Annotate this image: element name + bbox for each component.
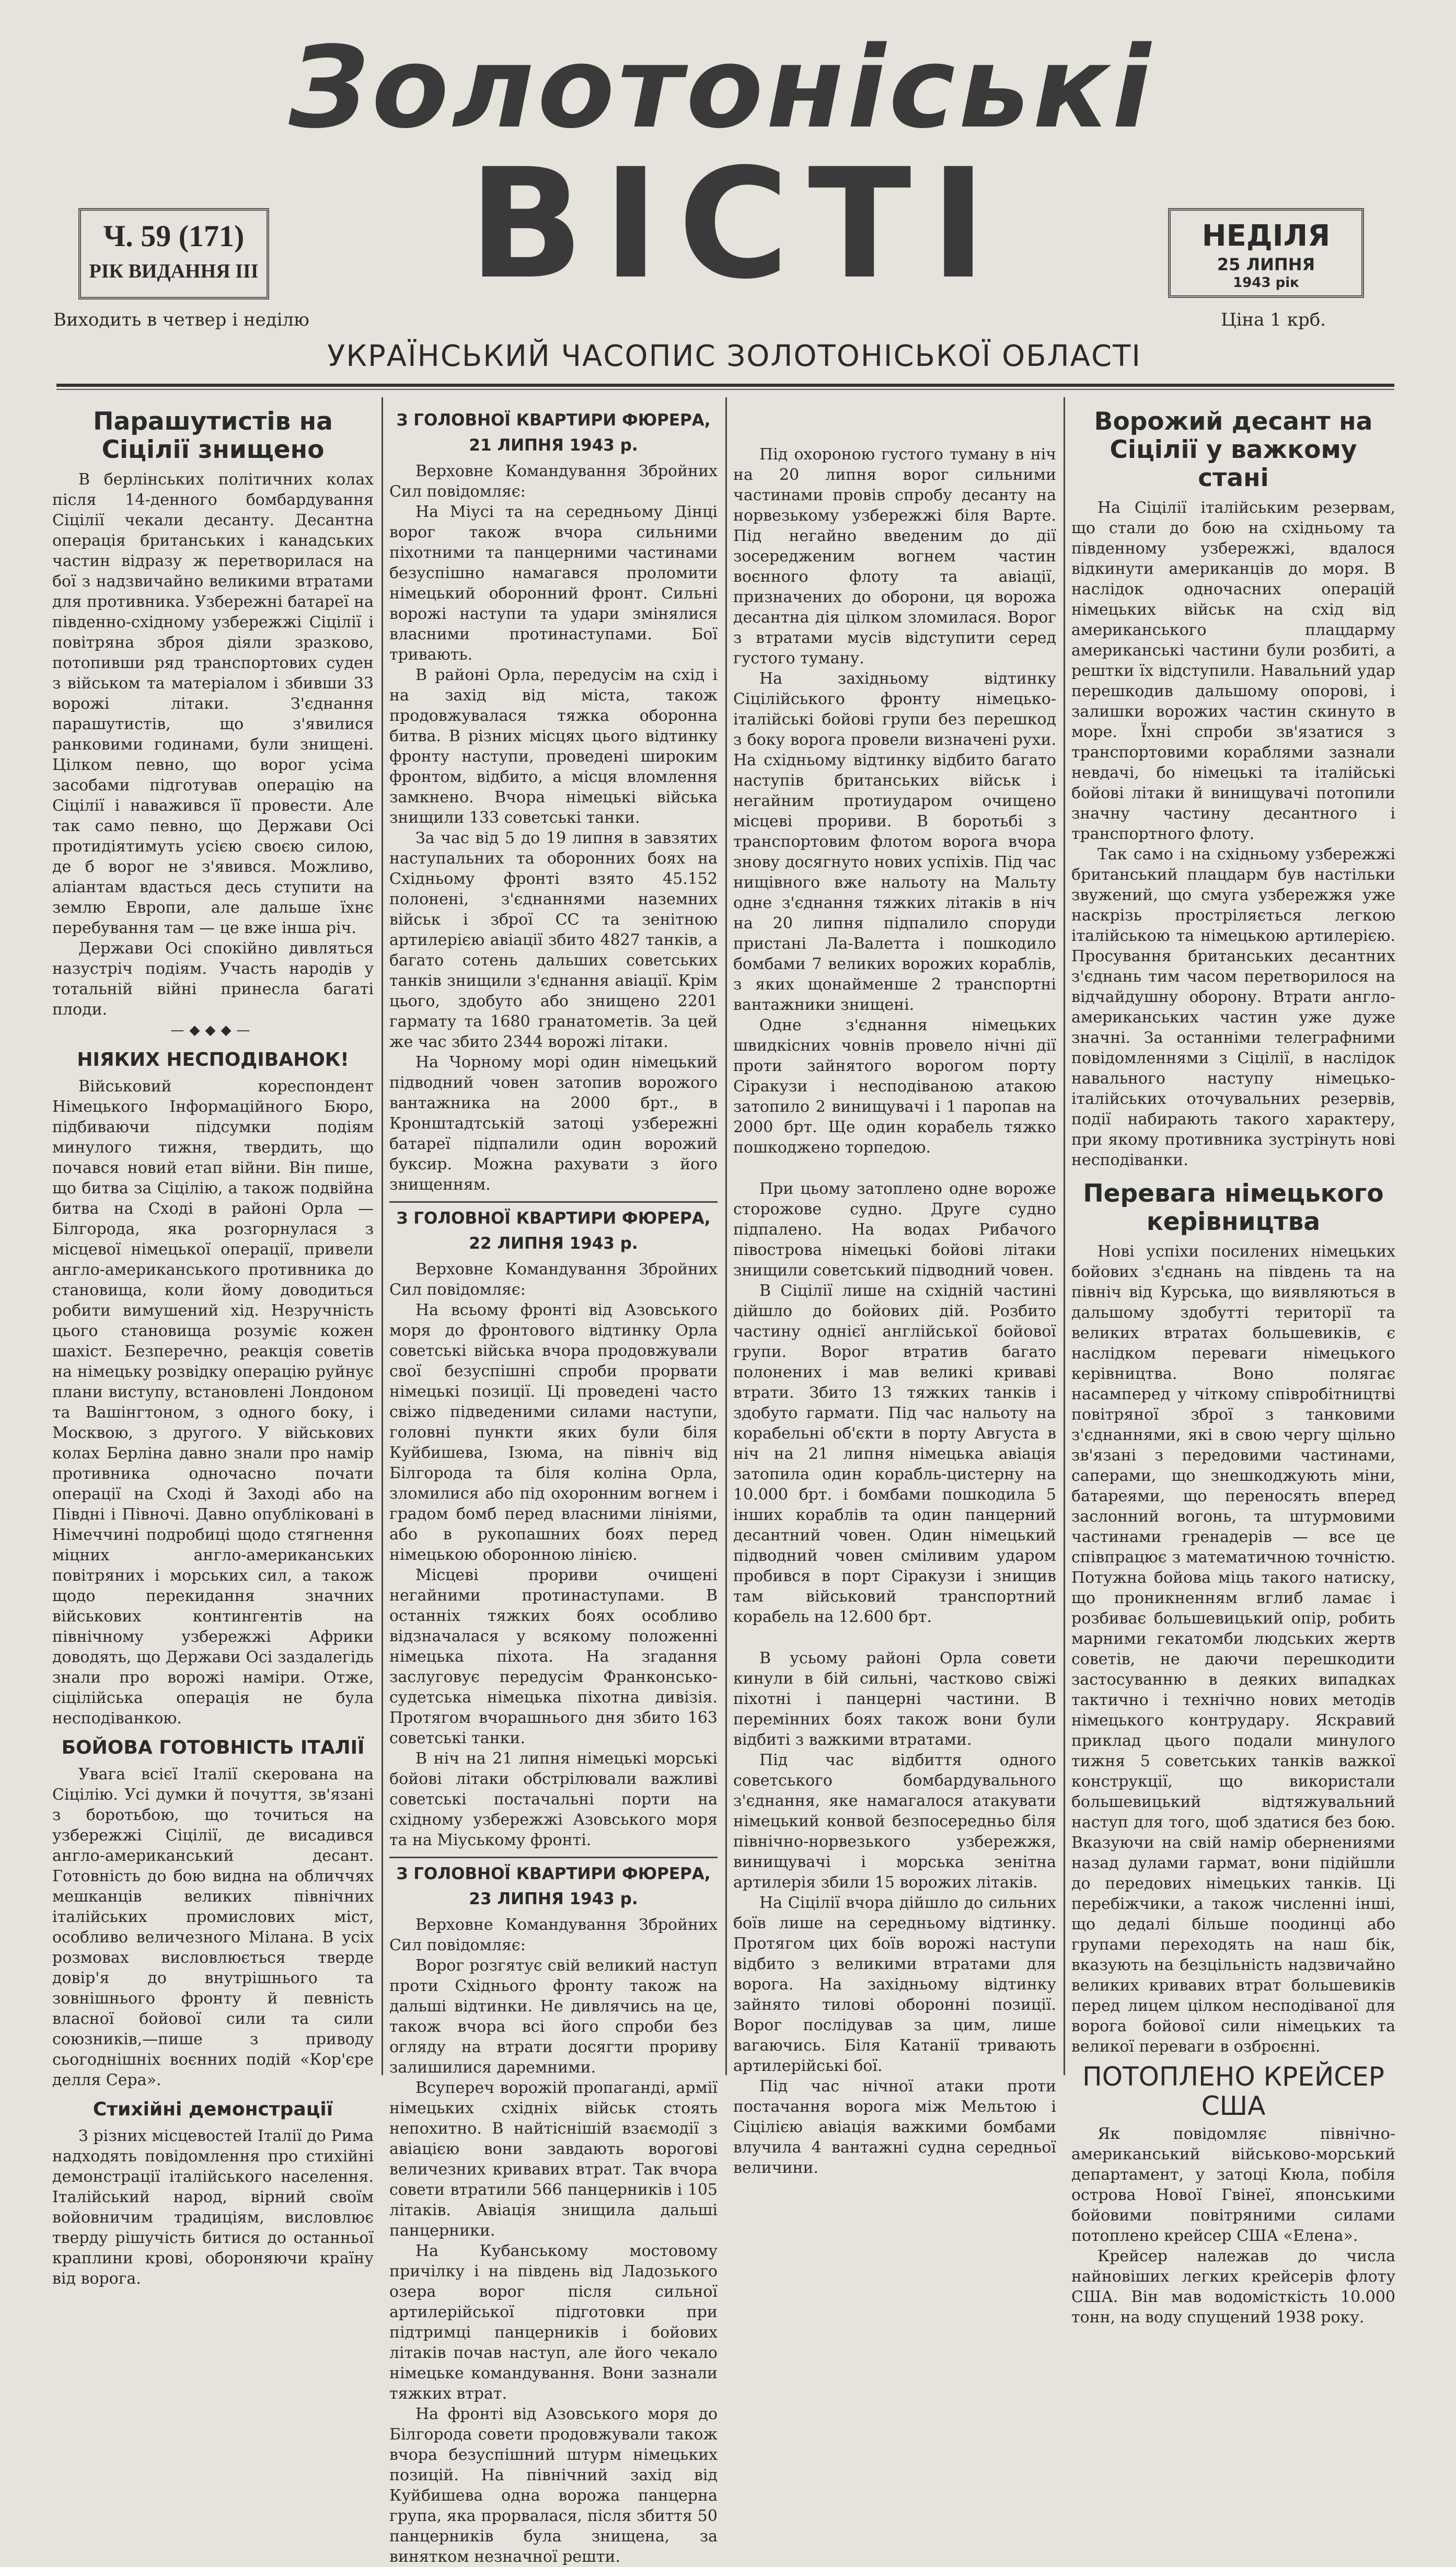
article-paragraph: На Міусі та на середньому Дінці ворог також вчора сильними піхотними та панцерними частинами безуспішно намагався проломити німецький оборонний фронт. Сильні ворожі наступи та удари змінялися власними протинаступами. Бої тривають. xyxy=(389,503,718,664)
article-paragraph: Так само і на східньому узбережжі британський плацдарм був настільки звужений, що смуга узбережжя уже наскрізь простріляється легкою італійською та німецькою артилерією. Просування британських десантних з'єднань тим часом перетворилося на відчайдушну оборону. Втрати англо-американських частин уже дуже значні. За останніми телеграфними повідомленнями з Сіцілії, в наслідок навального наступу німецько-італійських оточувальних резервів, події набирають такого характеру, при якому противника зустрінуть нові несподіванки. xyxy=(1071,845,1395,1169)
issue-date: 25 ЛИПНЯ xyxy=(1217,255,1315,274)
article-paragraph: Увага всієї Італії скерована на Сіцілію. Усі думки й почуття, зв'язані з боротьбою, що точиться на узбережжі Сіцілії, де висадився англо-американський десант. Готовність до бою видна на обличчях мешканців великих північних італійських промислових міст, особливо величезного Мілана. В усіх розмовах висловлюється тверде довір'я до внутрішнього та зовнішнього фронту й певність власної бойової сили та сили союзників,—пише з приводу сьогоднішніх воєнних подій «Кор'єре делля Сера». xyxy=(52,1765,374,2089)
article-paragraph: Крейсер належав до числа найновіших легких крейсерів флоту США. Він мав водомісткість 10.000 тонн, на воду спущений 1938 року. xyxy=(1071,2247,1395,2327)
article-paragraph: В ніч на 21 липня німецькі морські бойові літаки обстрілювали важливі советські постачальні порти на східному узбережжі Азовського моря та на Міуському фронті. xyxy=(389,1749,718,1849)
article-paragraph: В Сіцілії лише на східній частині дійшло до бойових дій. Розбито частину однієї англійської бойової групи. Ворог втратив багато полонених і мав великі криваві втрати. Збито 13 тяжких танків і здобуто гармати. Під час нальоту на корабельні об'єкти в порту Августа в ніч на 21 липня німецька авіація затопила один корабль-цистерну на 10.000 брт. і бомбами пошкодила 5 інших кораблів та один панцерний десантний човен. Один німецький підводний човен сміливим ударом пробився в порт Сіракузи і знищив там військовий транспортний корабель на 12.600 брт. xyxy=(733,1282,1056,1626)
headline-no-surprises: НІЯКИХ НЕСПОДІВАНОК! xyxy=(77,1049,349,1070)
article-paragraph: При цьому затоплено одне ворожe сторожове судно. Друге судно підпалено. На водах Рибачого півострова німецькі бойові літаки знищили советський підводний човен. xyxy=(733,1180,1056,1280)
masthead-title-line1: Золотоніські xyxy=(288,22,1154,153)
article-paragraph: Одне з'єднання німецьких швидкісних човнів провело нічні дії проти зайнятого ворогом порту Сіракузи і несподіваною атакою затопило 2 винищувачі і 1 паропав на 2000 брт. Ще один корабель тяжко пошкоджено торпедою. xyxy=(733,1016,1056,1157)
column-divider xyxy=(382,397,383,2075)
article-paragraph: В районі Орла, передусім на схід і на захід від міста, також продовжувалася тяжка оборонна битва. В різних місцях цього відтинку фронту наступи, проведені широким фронтом, відбито, а місця вломлення замкнено. Вчора німецькі війська знищили 133 советські танки. xyxy=(389,666,718,827)
headline-hq-july-23: З ГОЛОВНОЇ КВАРТИРИ ФЮРЕРА, 23 ЛИПНЯ 1943 р. xyxy=(389,1857,718,1912)
article-paragraph: Держави Осі спокійно дивляться назустріч подіям. Участь народів у тотальній війні принесла багаті плоди. xyxy=(52,939,374,1019)
article-paragraph: Верховне Командування Збройних Сил повідомляє: xyxy=(389,1260,718,1299)
column-2 xyxy=(389,398,718,2566)
article-paragraph: Під час нічної атаки проти постачання ворога між Мельтою і Сіцілією авіація важкими бомбами влучила 4 вантажні судна середньої величини. xyxy=(733,2077,1056,2177)
article-paragraph: На фронті від Азовського моря до Білгорода совети продовжували також вчора безуспішний штурм німецьких позицій. На північний захід від Куйбишева одна ворожа панцерна група, яка прорвалася, після збиття 50 панцерників була знищена, за винятком незначної решти. xyxy=(389,2405,718,2566)
article-paragraph: В усьому районі Орла совети кинули в бій сильні, частково свіжі піхотні і панцерні частини. В перемінних боях також вони були відбиті з важкими втратами. xyxy=(733,1649,1056,1749)
article-paragraph: Місцеві прориви очищені негайними протинаступами. В останніх тяжких боях особливо відзначалася у всякому положенні німецька піхота. На згадання заслуговує передусім Франконсько-судетська німецька піхотна дивізія. Протягом вчорашнього дня збито 163 советські танки. xyxy=(389,1566,718,1747)
column-3 xyxy=(733,444,1056,2177)
article-paragraph: За час від 5 до 19 липня в завзятих наступальних та оборонних боях на Східньому фронті взято 45.152 полонені, з'єднаннями наземних військ і зброї СС та зенітною артилерією авіації збито 4827 танків, а багато сотень дальших советських танків знищили з'єднання авіації. Крім цього, здобуто або знищено 2201 гармату та 1680 гранатометів. За цей же час збито 2344 ворожі літаки. xyxy=(389,829,718,1051)
publication-year: РІК ВИДАННЯ III xyxy=(89,260,259,282)
article-paragraph: На Чорному морі один німецький підводний човен затопив ворожого вантажника на 2000 брт., в Кронштадтській затоці узбережні батареї підпалили один ворожий буксир. Можна рахувати з його знищенням. xyxy=(389,1053,718,1194)
column-divider xyxy=(1064,397,1065,2075)
article-paragraph: В берлінських політичних колах після 14-денного бомбардування Сіцілії чекали десанту. Десантна операція британських і канадських частин відразу ж перетворилася на бої з надзвичайно великими втратами для противника. Узбережні батареї на південно-східному узбережжі Сіцілії і повітряна зброя діяли зразково, потопивши ряд транспортових суден з військом та матеріалом і збивши 33 ворожі літаки. З'єднання парашутистів, що з'явилися ранковими годинами, були знищені. Цілком певно, що ворог усіма засобами підготував операцію на Сіцілії і наважився її провести. Але так само певно, що Держави Осі протидіятимуть усією своєю силою, де б ворог не з'явився. Можливо, аліантам вдасться десь ступити на землю Европи, але дальше їхнє перебування там — це вже інша річ. xyxy=(52,470,374,937)
article-paragraph: Ворог розгятує свій великий наступ проти Східнього фронту також на дальші відтинки. Не дивлячись на це, також вчора всі його спроби без огляду на втрати досягти прориву залишилися даремними. xyxy=(389,1956,718,2077)
article-paragraph: Військовий кореспондент Німецького Інформаційного Бюро, підбиваючи підсумки подіям минулого тижня, твердить, що почався новий етап війни. Він пише, що битва за Сіцілію, а також подвійна битва на Сході в районі Орла — Білгорода, яка розгорнулася з місцевої німецької операції, привели англо-американського противника до становища, коли йому доводиться робити вимушений хід. Незручність цього становища розуміє кожен шахіст. Безперечно, реакція советів на німецьку розвідку операцію руйнує плани виступу, встановлені Лондоном та Вашінгтоном, з одного боку, і Москвою, з другого. У військових колах Берліна давно знали про намір противника одночасно почати операції на Сході й Заході або на Півдні і Півночі. Давно опубліковані в Німеччині подробиці щодо стягнення міцних англо-американських повітряних і морських сил, а також щодо перекидання значних військових контингентів на північному узбережжі Африки доводять, що Держави Осі заздалегідь знали про ворожі наміри. Отже, сіцілійська операція не була несподіванкою. xyxy=(52,1077,374,1728)
headline-hq-july-21: З ГОЛОВНОЇ КВАРТИРИ ФЮРЕРА, 21 ЛИПНЯ 1943 р. xyxy=(396,411,711,455)
column-4 xyxy=(1071,398,1395,2327)
headline-german-leadership: Перевага німецького керівництва xyxy=(1083,1179,1384,1236)
publication-frequency: Виходить в четвер і неділю xyxy=(53,309,309,330)
headline-demonstrations: Стихійні демонстрації xyxy=(93,2099,333,2120)
article-paragraph: На Кубанському мостовому причілку і на південь від Ладозького озера ворог після сильної артилерійської підготовки при підтримці панцерників і бойових літаків почав наступ, але його чекало німецьке командування. Вони зазнали тяжких втрат. xyxy=(389,2242,718,2403)
article-paragraph: Верховне Командування Збройних Сил повідомляє: xyxy=(389,462,718,501)
article-paragraph: З різних місцевостей Італії до Рима надходять повідомлення про стихійні демонстрації італійського населення. Італійський народ, вірний своїм войовничим традиціям, висловлює тверду рішучість битися до останньої краплини крові, обороняючи країну від ворога. xyxy=(52,2127,374,2288)
masthead-subtitle: УКРАЇНСЬКИЙ ЧАСОПИС ЗОЛОТОНІСЬКОЇ ОБЛАСТІ xyxy=(327,339,1141,373)
date-box xyxy=(1168,208,1364,298)
headline-paratroopers: Парашутистів на Сіцілії знищено xyxy=(93,407,333,464)
issue-number: Ч. 59 (171) xyxy=(103,219,245,253)
masthead-title-line2: ВІСТІ xyxy=(468,136,1006,313)
article-paragraph: Як повідомляє північно-американський військово-морський департамент, у затоці Кюла, побіля острова Нової Гвінеї, японськими бойовими повітряними силами потоплено крейсер США «Елена». xyxy=(1071,2125,1395,2245)
masthead-rule xyxy=(56,384,1394,387)
column-divider xyxy=(725,397,727,2075)
price: Ціна 1 крб. xyxy=(1221,309,1326,330)
headline-cruiser-sunk: ПОТОПЛЕНО КРЕЙСЕР США xyxy=(1082,2062,1384,2121)
article-paragraph: Нові успіхи посилених німецьких бойових з'єднань на південь та на північ від Курська, що виявляються в дальшому здобутті території та великих втратах большевиків, є наслідком переваги німецького керівництва. Воно полягає насамперед у чіткому співробітництві повітряної зброї з танковими з'єднаннями, які в свою чергу щільно зв'язані з передовими частинами, саперами, що знешкоджують міни, батареями, що переносять вперед заслонний вогонь, та штурмовими частинами гренадерів — все це співпрацює з математичною точністю. Потужна бойова міць такого натиску, що проникненням вглиб ламає і розбиває большевицький опір, робить марними гекатомби людських жертв советів, не даючи перешкодити застосуванню в деяких випадках тактично і технічно нових методів німецького контрудару. Яскравий приклад цього подали минулого тижня 5 советських танків важкої конструкції, що використали большевицький відтяжувальний наступ для того, щоб здатися без бою. Вказуючи на свій намір обернениями назад дулами гармат, вони підійшли до передових німецьких танків. Ці перебіжчики, а також численні інші, що дедалі більше поодинці або групами переходять на наш бік, вказують на безцільність надзвичайно великих кривавих втрат большевиків перед лицем цілком несподіваної для ворога бойової сили німецьких та великої переваги в озброєнні. xyxy=(1071,1242,1395,2056)
weekday: НЕДІЛЯ xyxy=(1201,219,1331,253)
headline-hq-july-22: З ГОЛОВНОЇ КВАРТИРИ ФЮРЕРА, 22 ЛИПНЯ 1943 р. xyxy=(389,1201,718,1256)
article-paragraph: Під час відбиття одного советського бомбардувального з'єднання, яке намагалося атакувати німецький конвой безпосередньо біля північно-норвезького узбережжя, винищувачі і морська зенітна артилерія збили 15 ворожих літаків. xyxy=(733,1751,1056,1892)
article-paragraph: На західньому відтинку Сіцілійського фронту німецько-італійські бойові групи без перешкод з боку ворога провели визначені рухи. На східньому відтинку відбито багато наступів британських військ і негайним протиударом очищено місцеві прориви. В боротьбі з транспортовим флотом ворога вчора знову досягнуто нових успіхів. Під час нищівного вже нальоту на Мальту одне з'єднання тяжких літаків в ніч на 20 липня підпалило споруди пристані Ла-Валетта і пошкодило бомбами 7 великих ворожих кораблів, з яких щонайменше 2 транспортні вантажники знищені. xyxy=(733,670,1056,1014)
headline-enemy-landing: Ворожий десант на Сіцілії у важкому стані xyxy=(1094,407,1373,492)
issue-year: 1943 рік xyxy=(1233,275,1299,291)
article-paragraph: На Сіцілії італійським резервам, що стали до бою на східньому та південному узбережжі, вдалося відкинути американців до моря. В наслідок одночасних операцій німецьких військ на схід від американського плацдарму американські частини були розбиті, а рештки їх відступили. Навальний удар перешкодив дальшому опорові, і залишки ворожих частин скинуто в море. Їхні спроби зв'язатися з транспортовими кораблями зазнали невдачі, бо німецькі та італійські бойові літаки й винищувачі потопили значну частину десантного і транспортного флоту. xyxy=(1071,499,1395,843)
section-separator: —◆◆◆— xyxy=(170,1022,256,1038)
column-1 xyxy=(52,398,374,2288)
issue-box xyxy=(78,208,269,300)
masthead-rule-thin xyxy=(56,389,1394,390)
headline-italy-readiness: БОЙОВА ГОТОВНІСТЬ ІТАЛІЇ xyxy=(61,1737,365,1758)
article-paragraph: Всупереч ворожій пропаганді, армії німецьких східніх військ стоять непохитно. В найтіснішій взаємодії з авіацією вони завдають ворогові величезних кривавих втрат. Так вчора совети втратили 566 панцерників і 105 літаків. Авіація знищила дальші панцерники. xyxy=(389,2079,718,2240)
article-paragraph: На всьому фронті від Азовського моря до фронтового відтинку Орла советські війська вчора продовжували свої безуспішні спроби прорвати німецькі позиції. Ці проведені часто свіжо підведеними силами наступи, головні пункти яких були біля Куйбишева, Ізюма, на північ від Білгорода та біля коліна Орла, зломилися або під охоронним вогнем і градом бомб перед власними лініями, або в рукопашних боях перед німецькою оборонною лінією. xyxy=(389,1301,718,1564)
article-paragraph: На Сіцілії вчора дійшло до сильних боїв лише на середньому відтинку. Протягом цих боїв ворожі наступи відбито з великими втратами для ворога. На західньому відтинку зайнято тилові оборонні позиції. Ворог послідував за цим, лише вагаючись. Біля Катанії тривають артилерійські бої. xyxy=(733,1894,1056,2075)
article-paragraph: Верховне Командування Збройних Сил повідомляє: xyxy=(389,1916,718,1954)
article-paragraph: Під охороною густого туману в ніч на 20 липня ворог сильними частинами провів спробу десанту на норвезькому узбережжі біля Варте. Під негайно введеним до дії зосередженим вогнем частин воєнного флоту та авіації, призначених до оборони, ця ворожа десантна дія цілком зломилася. Ворог з втратами мусів відступити серед густого туману. xyxy=(733,445,1056,667)
